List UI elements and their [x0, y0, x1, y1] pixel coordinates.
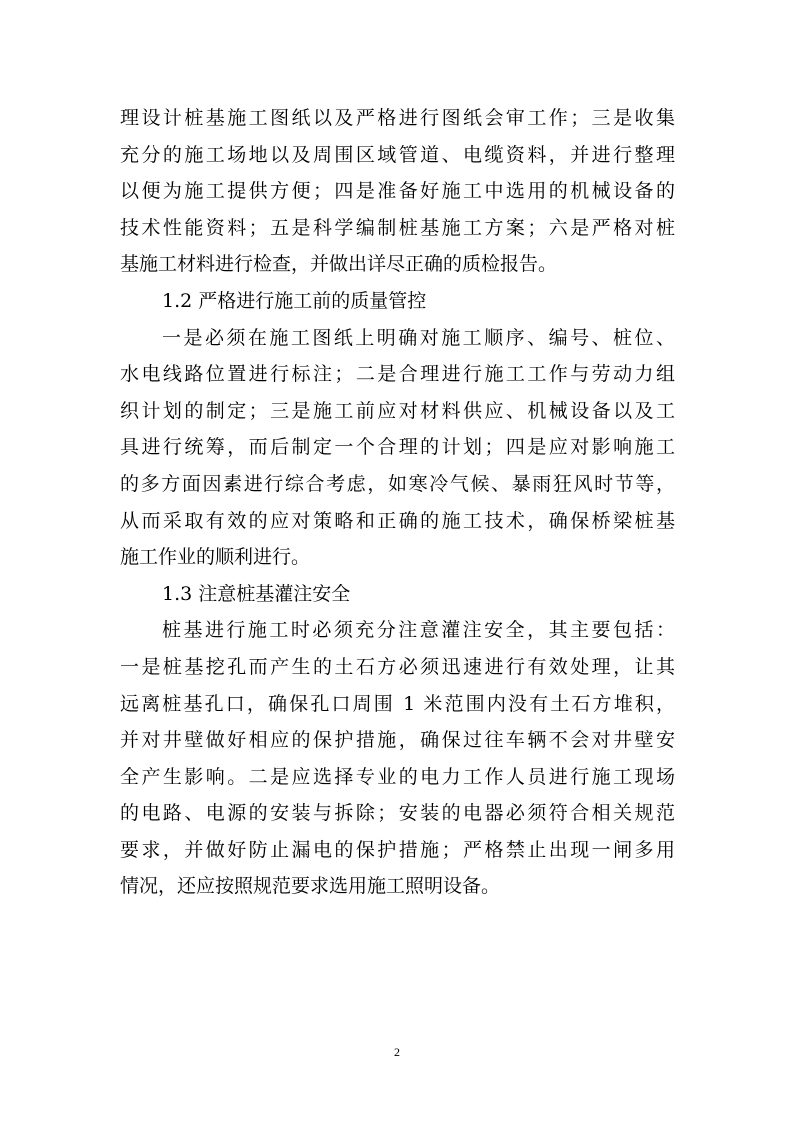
page-number: 2: [394, 1045, 400, 1059]
body-line: 织计划的制定；三是施工前应对材料供应、机械设备以及工: [120, 399, 675, 422]
body-line: 要求，并做好防止漏电的保护措施；严格禁止出现一闸多用: [120, 838, 675, 861]
body-line: 理设计桩基施工图纸以及严格进行图纸会审工作；三是收集: [120, 107, 675, 129]
body-line: 并对井壁做好相应的保护措施，确保过往车辆不会对井壁安: [120, 729, 675, 752]
body-line: 施工作业的顺利进行。: [120, 546, 311, 569]
document-body: [120, 100, 675, 905]
section-heading: 1.2 严格进行施工前的质量管控: [162, 289, 427, 312]
body-line: 一是桩基挖孔而产生的土石方必须迅速进行有效处理，让其: [120, 655, 675, 678]
paragraph-first-line: 一是必须在施工图纸上明确对施工顺序、编号、桩位、: [162, 326, 675, 349]
section-heading: 1.3 注意桩基灌注安全: [162, 582, 351, 605]
body-line: 的电路、电源的安装与拆除；安装的电器必须符合相关规范: [120, 802, 675, 825]
body-line: 情况，还应按照规范要求选用施工照明设备。: [120, 875, 501, 898]
body-line: 具进行统筹，而后制定一个合理的计划；四是应对影响施工: [120, 436, 675, 459]
body-line: 的多方面因素进行综合考虑，如寒冷气候、暴雨狂风时节等，: [120, 472, 675, 495]
body-line: 以便为施工提供方便；四是准备好施工中选用的机械设备的: [120, 180, 675, 203]
body-line: 全产生影响。二是应选择专业的电力工作人员进行施工现场: [120, 765, 675, 788]
body-line: 远离桩基孔口，确保孔口周围 1 米范围内没有土石方堆积，: [120, 692, 675, 715]
body-line: 水电线路位置进行标注；二是合理进行施工工作与劳动力组: [120, 363, 675, 386]
body-line: 充分的施工场地以及周围区域管道、电缆资料，并进行整理: [120, 143, 675, 166]
body-line: 技术性能资料；五是科学编制桩基施工方案；六是严格对桩: [120, 216, 675, 239]
body-line: 基施工材料进行检查，并做出详尽正确的质检报告。: [120, 253, 558, 276]
body-line: 从而采取有效的应对策略和正确的施工技术，确保桥梁桩基: [120, 509, 675, 532]
paragraph-first-line: 桩基进行施工时必须充分注意灌注安全，其主要包括：: [162, 619, 675, 642]
